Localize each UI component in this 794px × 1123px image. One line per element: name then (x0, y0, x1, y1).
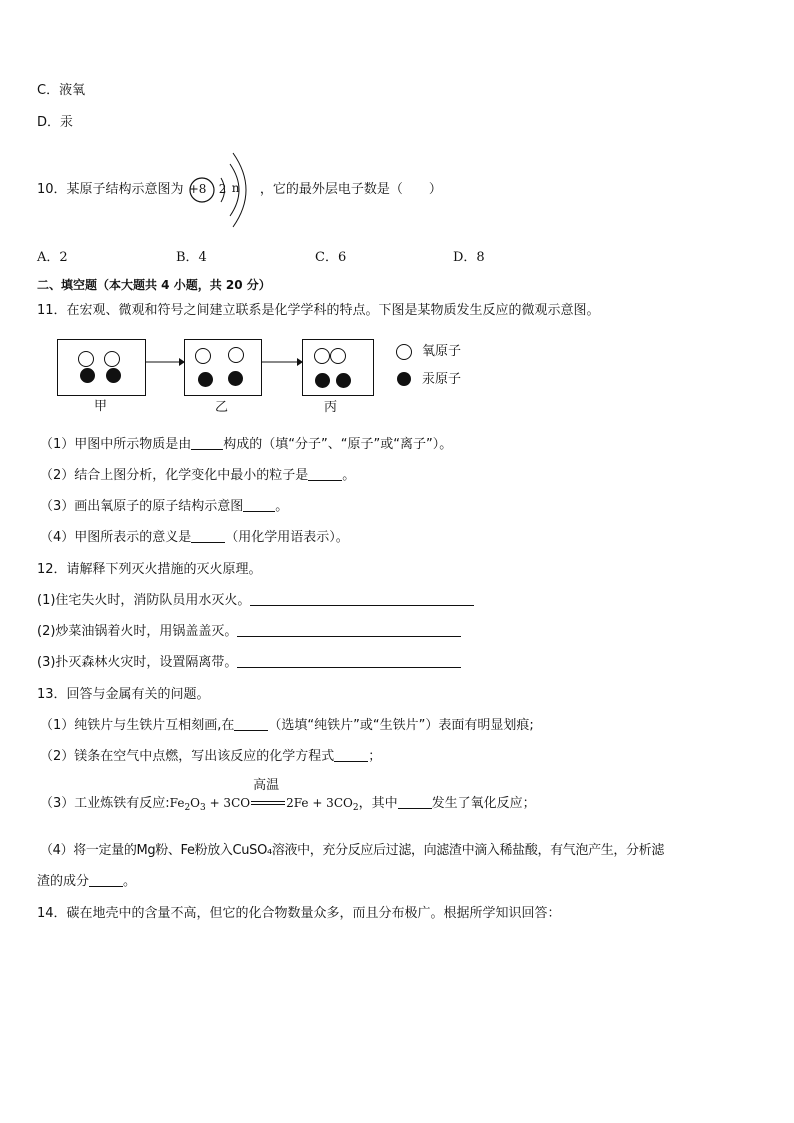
q13-sub1-text: （1）纯铁片与生铁片互相刻画,在 (40, 718, 235, 733)
atom-structure-diagram (188, 181, 256, 199)
answer-blank[interactable] (308, 467, 342, 481)
q11-sub1-text: （1）甲图中所示物质是由 (40, 437, 192, 452)
oxygen-atom (78, 351, 94, 367)
q11-sub2 (40, 467, 355, 485)
q11-sub3-text: （3）画出氧原子的原子结构示意图 (40, 499, 244, 514)
section-heading: 二、填空题（本大题共 4 小题，共 20 分） (37, 278, 271, 292)
mercury-atom (198, 372, 213, 387)
q9-option-c: C．液氧 (37, 83, 86, 98)
condition-label: 高温 (253, 778, 280, 793)
q11-stem: 11．在宏观、微观和符号之间建立联系是化学学科的特点。下图是某物质发生反应的微观示意图。 (37, 303, 600, 318)
mercury-atom (228, 371, 243, 386)
legend-oxygen-icon (396, 344, 412, 360)
q11-sub1-text-2: 构成的（填“分子”、“原子”或“离子”）。 (223, 437, 453, 452)
reaction-condition (251, 778, 285, 809)
equation (169, 796, 251, 813)
mercury-atom (336, 373, 351, 388)
answer-blank[interactable] (89, 873, 123, 887)
box-bing (302, 339, 374, 396)
answer-blank[interactable] (237, 623, 461, 637)
q11-sub2-text: （2）结合上图分析，化学变化中最小的粒子是 (40, 468, 309, 483)
oxygen-atom (195, 348, 211, 364)
answer-blank[interactable] (191, 529, 225, 543)
q13-sub2 (40, 748, 381, 766)
oxygen-atom (314, 348, 330, 364)
q10-option-d: D．8 (453, 250, 485, 265)
answer-blank[interactable] (334, 748, 368, 762)
q10-option-b: B．4 (176, 250, 207, 265)
mercury-atom (106, 368, 121, 383)
q10-stem (37, 181, 442, 199)
q11-sub1 (40, 436, 452, 454)
answer-blank[interactable] (191, 436, 223, 450)
subscript: 3 (200, 803, 206, 813)
equation-term: Fe (169, 796, 185, 810)
oxygen-atom (104, 351, 120, 367)
q13-sub3-text-2: ，其中 (358, 796, 398, 811)
equals-sign (251, 801, 285, 805)
q13-sub1-text-2: （选填“纯铁片”或“生铁片”）表面有明显划痕; (268, 718, 534, 733)
oxygen-atom (228, 347, 244, 363)
legend-oxygen-label: 氧原子 (422, 344, 462, 359)
subscript: 2 (352, 803, 359, 813)
q11-sub3-text-2: 。 (275, 499, 289, 514)
q11-sub4-text-2: （用化学用语表示）。 (225, 530, 349, 545)
q13-sub3-text-3: 发生了氧化反应； (431, 796, 536, 811)
equation-right (286, 796, 359, 813)
q10-option-a: A．2 (37, 250, 68, 265)
box-label-bing: 丙 (324, 400, 338, 415)
answer-blank[interactable] (234, 717, 268, 731)
q9-option-d: D．汞 (37, 115, 74, 130)
q13-sub4-line1: （4）将一定量的Mg粉、Fe粉放入CuSO₄溶液中，充分反应后过滤，向滤渣中滴入稀盐酸，有气泡产生，分析滤 (40, 843, 664, 858)
arrow-icon (261, 356, 305, 368)
answer-blank[interactable] (398, 795, 432, 809)
q12-sub1 (37, 592, 474, 610)
q12-sub3-text: (3)扑灭森林火灾时，设置隔离带。 (37, 655, 238, 670)
answer-blank[interactable] (243, 498, 275, 512)
q12-sub1-text: (1)住宅失火时，消防队员用水灭火。 (37, 593, 251, 608)
q10-option-c: C．6 (315, 250, 347, 265)
q13-sub4-text-2: 。 (123, 874, 137, 889)
q13-sub3-text: （3）工业炼铁有反应: (40, 796, 170, 811)
q13-sub4-line2 (37, 873, 136, 891)
q12-stem: 12．请解释下列灭火措施的灭火原理。 (37, 562, 262, 577)
shell1-electrons: 2 (218, 182, 227, 196)
subscript: 2 (184, 803, 191, 813)
mercury-atom (80, 368, 95, 383)
q12-sub3 (37, 654, 461, 672)
q12-sub2 (37, 623, 461, 641)
q11-sub4-text: （4）甲图所表示的意义是 (40, 530, 192, 545)
box-yi (184, 339, 262, 396)
q11-sub4 (40, 529, 349, 547)
box-label-jia: 甲 (94, 399, 108, 414)
equation-term: 2Fe + 3CO (286, 796, 353, 810)
nucleus-charge: +8 (188, 182, 207, 196)
q10-stem-prefix: 10．某原子结构示意图为 (37, 182, 184, 197)
shell2-electrons: n (231, 181, 240, 195)
q13-sub4-text: 渣的成分 (37, 874, 90, 889)
oxygen-atom (330, 348, 346, 364)
legend-mercury-label: 汞原子 (422, 372, 462, 387)
q13-stem: 13．回答与金属有关的问题。 (37, 687, 210, 702)
q11-sub2-text-2: 。 (342, 468, 356, 483)
q12-sub2-text: (2)炒菜油锅着火时，用锅盖盖灭。 (37, 624, 238, 639)
box-jia (57, 339, 146, 396)
q14-stem: 14．碳在地壳中的含量不高，但它的化合物数量众多，而且分布极广。根据所学知识回答： (37, 906, 561, 921)
equation-term: + 3CO (205, 796, 251, 810)
q13-sub3 (40, 778, 536, 813)
answer-blank[interactable] (250, 592, 474, 606)
q10-stem-suffix: ，它的最外层电子数是（ ） (259, 182, 442, 197)
q13-sub1 (40, 717, 534, 735)
box-label-yi: 乙 (215, 400, 229, 415)
q13-sub2-text: （2）镁条在空气中点燃，写出该反应的化学方程式 (40, 749, 335, 764)
q13-sub2-text-2: ； (368, 749, 382, 764)
arrow-icon (145, 356, 187, 368)
q11-sub3 (40, 498, 288, 516)
answer-blank[interactable] (237, 654, 461, 668)
legend-mercury-icon (397, 372, 411, 386)
equation-term: O (190, 796, 201, 810)
mercury-atom (315, 373, 330, 388)
